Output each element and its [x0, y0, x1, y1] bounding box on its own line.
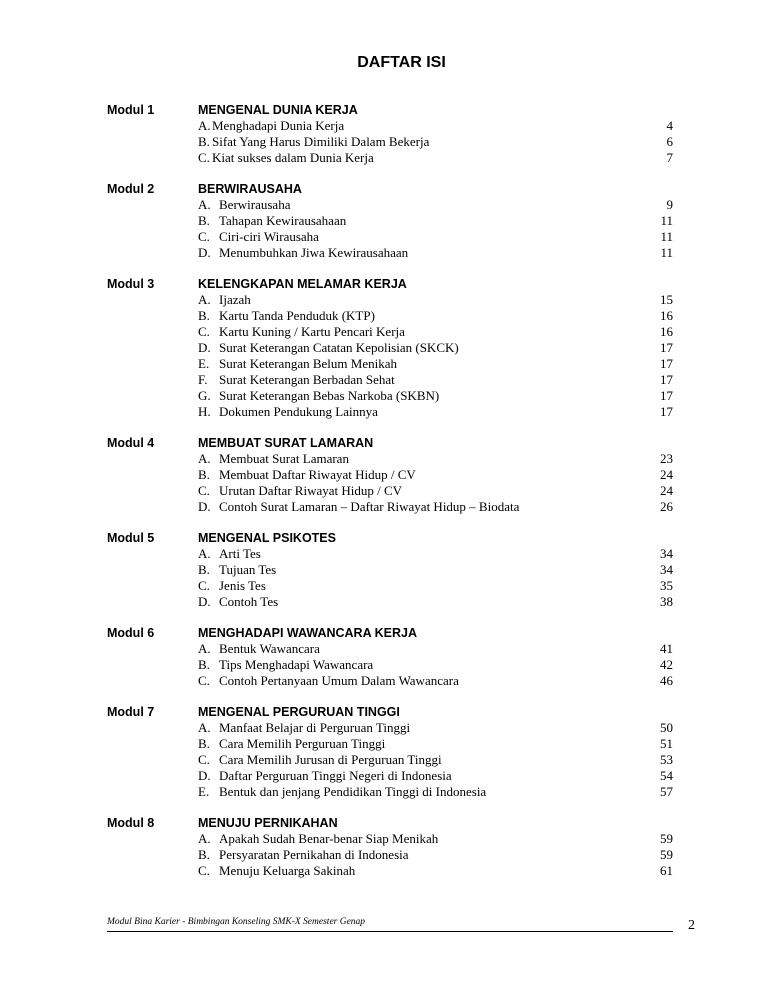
module-heading: MENUJU PERNIKAHAN [198, 816, 338, 830]
entry-letter: A. [198, 197, 211, 212]
entry-letter: F. [198, 372, 208, 387]
entry-page-number: 16 [660, 324, 673, 339]
entry-letter: C. [198, 578, 210, 593]
entry-page-number: 59 [660, 847, 673, 862]
toc-entry [0, 863, 768, 879]
entry-letter: D. [198, 340, 211, 355]
entry-page-number: 7 [666, 150, 673, 165]
module-heading: KELENGKAPAN MELAMAR KERJA [198, 277, 407, 291]
toc-module [0, 435, 768, 515]
entry-title: Menghadapi Dunia Kerja [212, 118, 345, 133]
toc-entry [0, 388, 768, 404]
entry-title: Apakah Sudah Benar-benar Siap Menikah [219, 831, 439, 846]
entry-page-number: 11 [660, 229, 673, 244]
entry-page-number: 24 [660, 467, 673, 482]
entry-title: Menuju Keluarga Sakinah [219, 863, 356, 878]
module-label: Modul 5 [107, 531, 155, 545]
module-label: Modul 4 [107, 436, 155, 450]
entry-title: Cara Memilih Perguruan Tinggi [219, 736, 386, 751]
page-title: DAFTAR ISI [357, 54, 446, 71]
entry-page-number: 34 [660, 546, 673, 561]
entry-title: Membuat Surat Lamaran [219, 451, 349, 466]
module-label: Modul 7 [107, 705, 155, 719]
toc-entry [0, 499, 768, 515]
entry-title: Tujuan Tes [219, 562, 277, 577]
entry-page-number: 50 [660, 720, 673, 735]
entry-page-number: 46 [660, 673, 673, 688]
toc-entry [0, 562, 768, 578]
entry-title: Surat Keterangan Bebas Narkoba (SKBN) [219, 388, 440, 403]
entry-letter: C. [198, 483, 210, 498]
toc-module [0, 181, 768, 261]
toc-entry [0, 784, 768, 800]
entry-letter: E. [198, 784, 210, 799]
entry-letter: E. [198, 356, 210, 371]
entry-page-number: 16 [660, 308, 673, 323]
entry-title: Menumbuhkan Jiwa Kewirausahaan [219, 245, 409, 260]
entry-title: Persyaratan Pernikahan di Indonesia [219, 847, 409, 862]
toc-entry [0, 736, 768, 752]
entry-title: Ciri-ciri Wirausaha [219, 229, 319, 244]
entry-title: Cara Memilih Jurusan di Perguruan Tinggi [219, 752, 442, 767]
table-of-contents [0, 102, 768, 894]
entry-letter: C. [198, 150, 210, 165]
entry-letter: B. [198, 736, 210, 751]
entry-page-number: 57 [660, 784, 673, 799]
entry-page-number: 35 [660, 578, 673, 593]
entry-letter: A. [198, 118, 211, 133]
module-label: Modul 3 [107, 277, 155, 291]
entry-page-number: 4 [666, 118, 673, 133]
toc-entry [0, 150, 768, 166]
toc-entry [0, 356, 768, 372]
toc-module [0, 530, 768, 610]
module-label: Modul 8 [107, 816, 155, 830]
entry-page-number: 9 [666, 197, 673, 212]
entry-page-number: 23 [660, 451, 673, 466]
entry-title: Manfaat Belajar di Perguruan Tinggi [219, 720, 411, 735]
entry-page-number: 53 [660, 752, 673, 767]
toc-entry [0, 134, 768, 150]
entry-title: Urutan Daftar Riwayat Hidup / CV [219, 483, 403, 498]
entry-letter: B. [198, 657, 210, 672]
entry-letter: D. [198, 594, 211, 609]
entry-page-number: 34 [660, 562, 673, 577]
toc-entry [0, 245, 768, 261]
entry-letter: C. [198, 752, 210, 767]
toc-entry [0, 308, 768, 324]
entry-title: Contoh Tes [219, 594, 279, 609]
entry-page-number: 17 [660, 388, 673, 403]
entry-letter: B. [198, 467, 210, 482]
entry-title: Membuat Daftar Riwayat Hidup / CV [219, 467, 416, 482]
entry-title: Tahapan Kewirausahaan [219, 213, 347, 228]
entry-letter: D. [198, 768, 211, 783]
toc-module [0, 815, 768, 879]
toc-entry [0, 467, 768, 483]
toc-entry [0, 546, 768, 562]
toc-entry [0, 768, 768, 784]
entry-page-number: 59 [660, 831, 673, 846]
entry-letter: A. [198, 292, 211, 307]
toc-entry [0, 641, 768, 657]
toc-module [0, 102, 768, 166]
toc-entry [0, 831, 768, 847]
module-label: Modul 6 [107, 626, 155, 640]
entry-letter: C. [198, 324, 210, 339]
toc-entry [0, 404, 768, 420]
entry-page-number: 41 [660, 641, 673, 656]
entry-title: Sifat Yang Harus Dimiliki Dalam Bekerja [212, 134, 430, 149]
entry-title: Surat Keterangan Berbadan Sehat [219, 372, 395, 387]
entry-title: Arti Tes [219, 546, 261, 561]
toc-module [0, 625, 768, 689]
module-heading: MENGENAL PERGURUAN TINGGI [198, 705, 400, 719]
toc-entry [0, 340, 768, 356]
entry-page-number: 54 [660, 768, 673, 783]
entry-letter: A. [198, 641, 211, 656]
toc-entry [0, 847, 768, 863]
module-label: Modul 1 [107, 103, 155, 117]
entry-title: Kartu Kuning / Kartu Pencari Kerja [219, 324, 405, 339]
toc-module [0, 276, 768, 420]
entry-page-number: 11 [660, 213, 673, 228]
entry-title: Surat Keterangan Belum Menikah [219, 356, 397, 371]
entry-title: Bentuk dan jenjang Pendidikan Tinggi di Indonesia [219, 784, 487, 799]
toc-entry [0, 657, 768, 673]
toc-entry [0, 118, 768, 134]
entry-letter: G. [198, 388, 211, 403]
footer-text: Modul Bina Karier - Bimbingan Konseling SMK-X Semester Genap [107, 917, 366, 927]
entry-letter: D. [198, 499, 211, 514]
toc-entry [0, 578, 768, 594]
module-heading: MENGHADAPI WAWANCARA KERJA [198, 626, 417, 640]
entry-title: Dokumen Pendukung Lainnya [219, 404, 378, 419]
module-heading: MEMBUAT SURAT LAMARAN [198, 436, 374, 450]
entry-letter: B. [198, 213, 210, 228]
entry-page-number: 24 [660, 483, 673, 498]
entry-page-number: 17 [660, 404, 673, 419]
entry-page-number: 11 [660, 245, 673, 260]
entry-letter: C. [198, 863, 210, 878]
entry-title: Daftar Perguruan Tinggi Negeri di Indonesia [219, 768, 452, 783]
module-heading: BERWIRAUSAHA [198, 182, 302, 196]
entry-page-number: 15 [660, 292, 673, 307]
entry-title: Ijazah [219, 292, 251, 307]
entry-page-number: 17 [660, 340, 673, 355]
module-heading: MENGENAL PSIKOTES [198, 531, 336, 545]
entry-page-number: 17 [660, 372, 673, 387]
entry-page-number: 61 [660, 863, 673, 878]
entry-title: Kartu Tanda Penduduk (KTP) [219, 308, 375, 323]
toc-entry [0, 372, 768, 388]
entry-letter: A. [198, 546, 211, 561]
entry-letter: C. [198, 229, 210, 244]
toc-entry [0, 673, 768, 689]
entry-page-number: 51 [660, 736, 673, 751]
entry-page-number: 6 [666, 134, 673, 149]
toc-entry [0, 752, 768, 768]
entry-title: Tips Menghadapi Wawancara [219, 657, 374, 672]
toc-entry [0, 213, 768, 229]
module-heading: MENGENAL DUNIA KERJA [198, 103, 358, 117]
entry-title: Contoh Surat Lamaran – Daftar Riwayat Hidup – Biodata [219, 499, 520, 514]
entry-title: Jenis Tes [219, 578, 266, 593]
module-label: Modul 2 [107, 182, 155, 196]
entry-page-number: 38 [660, 594, 673, 609]
entry-letter: A. [198, 831, 211, 846]
toc-module [0, 704, 768, 800]
entry-letter: C. [198, 673, 210, 688]
entry-letter: H. [198, 404, 211, 419]
toc-entry [0, 292, 768, 308]
entry-letter: A. [198, 451, 211, 466]
entry-letter: A. [198, 720, 211, 735]
toc-entry [0, 451, 768, 467]
footer-divider [107, 931, 673, 932]
entry-title: Contoh Pertanyaan Umum Dalam Wawancara [219, 673, 459, 688]
toc-entry [0, 197, 768, 213]
entry-letter: B. [198, 562, 210, 577]
entry-title: Surat Keterangan Catatan Kepolisian (SKCK) [219, 340, 459, 355]
toc-entry [0, 720, 768, 736]
entry-title: Berwirausaha [219, 197, 291, 212]
toc-entry [0, 229, 768, 245]
toc-entry [0, 324, 768, 340]
entry-letter: D. [198, 245, 211, 260]
entry-title: Bentuk Wawancara [219, 641, 320, 656]
toc-entry [0, 483, 768, 499]
entry-title: Kiat sukses dalam Dunia Kerja [212, 150, 374, 165]
entry-page-number: 42 [660, 657, 673, 672]
entry-letter: B. [198, 847, 210, 862]
entry-page-number: 17 [660, 356, 673, 371]
page-number: 2 [688, 918, 695, 933]
entry-page-number: 26 [660, 499, 673, 514]
entry-letter: B. [198, 308, 210, 323]
entry-letter: B. [198, 134, 210, 149]
toc-entry [0, 594, 768, 610]
